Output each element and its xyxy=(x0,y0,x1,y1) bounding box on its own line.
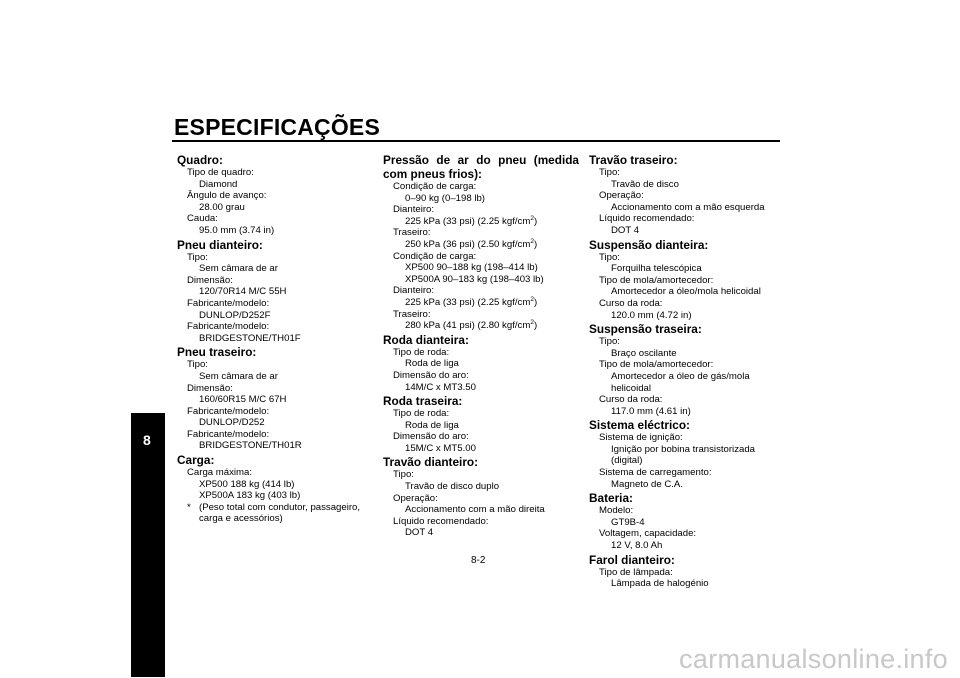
spec-value: DUNLOP/D252 xyxy=(199,417,265,429)
superscript: 2 xyxy=(530,237,534,245)
pressure-text: 225 kPa (33 psi) (2.25 kgf/cm xyxy=(405,296,531,308)
superscript: 2 xyxy=(530,295,534,303)
superscript: 2 xyxy=(530,214,534,222)
spec-value: XP500 188 kg (414 lb) xyxy=(199,478,295,490)
section-heading-suspensao-dianteira: Suspensão dianteira: xyxy=(589,237,709,252)
spec-value: Lâmpada de halogénio xyxy=(611,578,709,590)
page-number: 8-2 xyxy=(471,555,486,566)
spec-label: Sistema de ignição: xyxy=(599,432,683,444)
spec-label: Tipo de mola/amortecedor: xyxy=(599,359,714,371)
spec-value: BRIDGESTONE/TH01F xyxy=(199,332,301,344)
spec-label: Tipo de roda: xyxy=(393,408,450,420)
spec-value: DOT 4 xyxy=(611,224,640,236)
spec-label: Modelo: xyxy=(599,505,634,517)
paren: ) xyxy=(533,320,538,332)
section-heading-roda-traseira: Roda traseira: xyxy=(383,394,463,409)
spec-label: Tipo: xyxy=(599,336,620,348)
section-heading-sistema-electrico: Sistema eléctrico: xyxy=(589,418,690,433)
spec-value: Sem câmara de ar xyxy=(199,370,278,382)
spec-label: Dimensão: xyxy=(187,382,233,394)
chapter-tab xyxy=(131,413,165,677)
spec-value: Braço oscilante xyxy=(611,347,677,359)
section-heading-bateria: Bateria: xyxy=(589,491,633,506)
spec-value xyxy=(383,320,579,332)
spec-value: Ignição por bobina transistorizada (digital) xyxy=(611,443,755,467)
spec-value: 14M/C x MT3.50 xyxy=(405,381,476,393)
pressure-text: 250 kPa (36 psi) (2.50 kgf/cm xyxy=(405,238,531,250)
spec-value: DUNLOP/D252F xyxy=(199,309,271,321)
spec-value: 0–90 kg (0–198 lb) xyxy=(405,192,486,204)
spec-label: Fabricante/modelo: xyxy=(187,428,270,440)
spec-value: Travão de disco duplo xyxy=(405,481,500,493)
spec-label: Cauda: xyxy=(187,213,218,225)
spec-value: Travão de disco xyxy=(611,178,679,190)
spec-label: Dimensão do aro: xyxy=(393,369,469,381)
pressure-text: 280 kPa (41 psi) (2.80 kgf/cm xyxy=(405,320,531,332)
watermark: carmanualsonline.info xyxy=(679,644,948,674)
spec-label: Sistema de carregamento: xyxy=(599,467,712,479)
section-heading-pneu-dianteiro: Pneu dianteiro: xyxy=(177,237,263,252)
spec-column-2 xyxy=(383,152,579,539)
spec-label: Fabricante/modelo: xyxy=(187,297,270,309)
spec-value: 120/70R14 M/C 55H xyxy=(199,286,287,298)
paren: ) xyxy=(533,238,538,250)
chapter-tab-number: 8 xyxy=(143,432,151,448)
page-title: ESPECIFICAÇÕES xyxy=(174,114,381,140)
spec-label: Tipo de mola/amortecedor: xyxy=(599,274,714,286)
spec-label: Tipo: xyxy=(187,359,208,371)
spec-value: 95.0 mm (3.74 in) xyxy=(199,224,275,236)
superscript: 2 xyxy=(530,318,534,326)
section-heading-carga: Carga: xyxy=(177,453,215,468)
section-heading-roda-dianteira: Roda dianteira: xyxy=(383,332,469,347)
spec-value: 28.00 grau xyxy=(199,201,245,213)
spec-value: Roda de liga xyxy=(405,419,459,431)
spec-value: GT9B-4 xyxy=(611,516,645,528)
spec-value: Amortecedor a óleo/mola helicoidal xyxy=(611,286,761,298)
spec-value: XP500 90–188 kg (198–414 lb) xyxy=(405,262,538,274)
spec-value: Forquilha telescópica xyxy=(611,263,702,275)
spec-value xyxy=(383,297,579,309)
spec-label: Dimensão do aro: xyxy=(393,431,469,443)
spec-label: Tipo de lâmpada: xyxy=(599,566,673,578)
spec-value: Magneto de C.A. xyxy=(611,478,683,490)
section-heading-pneu-traseiro: Pneu traseiro: xyxy=(177,345,257,360)
spec-label: Tipo: xyxy=(599,167,620,178)
footnote-text: (Peso total com condutor, passageiro, carga e acessórios) xyxy=(199,501,361,525)
spec-value: 160/60R15 M/C 67H xyxy=(199,394,287,406)
pressure-text: 225 kPa (33 psi) (2.25 kgf/cm xyxy=(405,215,531,227)
spec-label: Ângulo de avanço: xyxy=(187,190,267,202)
spec-label: Dianteiro: xyxy=(393,204,435,216)
spec-label: Operação: xyxy=(599,190,644,202)
footnote-mark: * xyxy=(187,501,191,513)
section-heading-quadro: Quadro: xyxy=(177,153,223,167)
spec-value: BRIDGESTONE/TH01R xyxy=(199,440,302,452)
spec-label: Traseiro: xyxy=(393,227,431,239)
spec-label: Traseiro: xyxy=(393,308,431,320)
spec-value: Accionamento com a mão direita xyxy=(405,504,545,516)
section-heading-travao-dianteiro: Travão dianteiro: xyxy=(383,455,479,470)
spec-value: XP500A 183 kg (403 lb) xyxy=(199,490,301,502)
spec-label: Tipo: xyxy=(187,251,208,263)
spec-label: Dianteiro: xyxy=(393,285,435,297)
title-rule xyxy=(172,140,780,142)
spec-label: Condição de carga: xyxy=(393,250,477,262)
spec-label: Carga máxima: xyxy=(187,467,253,479)
section-heading-farol-dianteiro: Farol dianteiro: xyxy=(589,552,675,567)
spec-label: Curso da roda: xyxy=(599,394,663,406)
section-heading-pressao: Pressão de ar do pneu (medida com pneus frios): xyxy=(383,153,579,181)
spec-value: Accionamento com a mão esquerda xyxy=(611,201,765,213)
spec-value: Sem câmara de ar xyxy=(199,263,278,275)
spec-label: Condição de carga: xyxy=(393,181,477,192)
spec-label: Fabricante/modelo: xyxy=(187,321,270,333)
spec-value: XP500A 90–183 kg (198–403 lb) xyxy=(405,273,544,285)
spec-value: Roda de liga xyxy=(405,358,459,370)
spec-label: Líquido recomendado: xyxy=(393,515,489,527)
spec-label: Voltagem, capacidade: xyxy=(599,528,697,540)
spec-label: Curso da roda: xyxy=(599,297,663,309)
paren: ) xyxy=(533,215,538,227)
spec-label: Operação: xyxy=(393,492,438,504)
spec-value: Amortecedor a óleo de gás/mola helicoidal xyxy=(611,370,750,394)
footnote xyxy=(177,502,372,525)
spec-value: DOT 4 xyxy=(405,527,434,539)
section-heading-suspensao-traseira: Suspensão traseira: xyxy=(589,322,702,337)
spec-value xyxy=(383,216,579,228)
paren: ) xyxy=(533,296,538,308)
spec-column-1 xyxy=(177,152,372,525)
spec-value: 12 V, 8.0 Ah xyxy=(611,540,663,552)
spec-value: 117.0 mm (4.61 in) xyxy=(611,405,691,417)
spec-label: Tipo: xyxy=(393,469,414,481)
spec-value xyxy=(383,239,579,251)
spec-label: Tipo de quadro: xyxy=(187,167,254,178)
spec-value: 15M/C x MT5.00 xyxy=(405,442,476,454)
spec-column-3 xyxy=(589,152,789,590)
spec-label: Tipo de roda: xyxy=(393,346,450,358)
spec-label: Líquido recomendado: xyxy=(599,213,695,225)
spec-label: Dimensão: xyxy=(187,274,233,286)
spec-value: Diamond xyxy=(199,178,238,190)
spec-value: 120.0 mm (4.72 in) xyxy=(611,309,692,321)
section-heading-travao-traseiro: Travão traseiro: xyxy=(589,153,678,167)
spec-label: Tipo: xyxy=(599,251,620,263)
spec-label: Fabricante/modelo: xyxy=(187,405,270,417)
